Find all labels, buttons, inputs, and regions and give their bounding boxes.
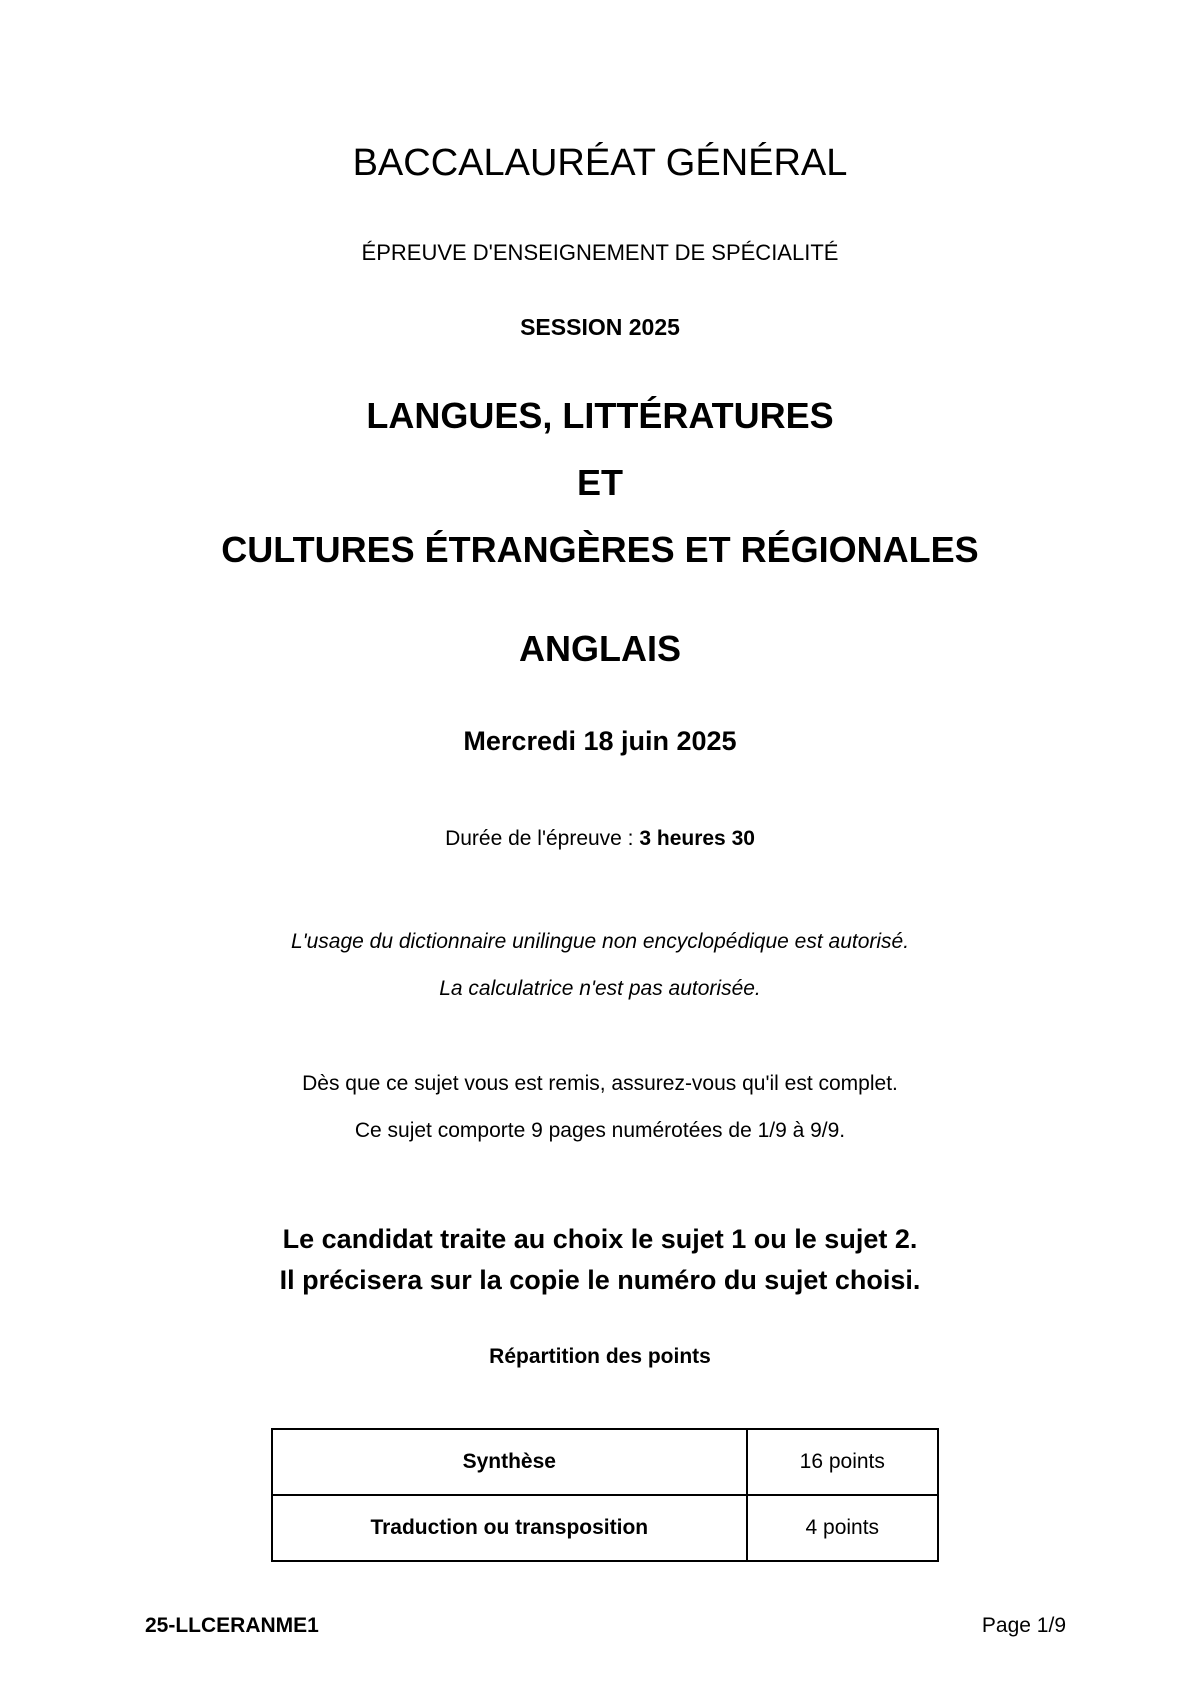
calculator-rule: La calculatrice n'est pas autorisée. [439, 977, 761, 1000]
language-title: ANGLAIS [519, 628, 681, 669]
completeness-instruction: Dès que ce sujet vous est remis, assurez-vous qu'il est complet. [302, 1072, 898, 1095]
points-row-label: Synthèse [272, 1429, 747, 1495]
exam-title: BACCALAURÉAT GÉNÉRAL [352, 142, 848, 184]
duration-value: 3 heures 30 [639, 827, 755, 850]
points-row-value: 16 points [747, 1429, 938, 1495]
duration-label: Durée de l'épreuve : [445, 827, 640, 850]
table-row [272, 1429, 938, 1495]
exam-date: Mercredi 18 juin 2025 [463, 726, 737, 756]
exam-duration [0, 827, 1200, 851]
subject-line-2: ET [576, 462, 623, 503]
page-count-note: Ce sujet comporte 9 pages numérotées de 1/9 à 9/9. [354, 1119, 846, 1142]
dictionary-rule: L'usage du dictionnaire unilingue non encyclopédique est autorisé. [290, 930, 910, 953]
table-row [272, 1495, 938, 1561]
subject-line-3: CULTURES ÉTRANGÈRES ET RÉGIONALES [221, 529, 979, 570]
subject-line-1: LANGUES, LITTÉRATURES [366, 395, 834, 436]
session-label: SESSION 2025 [520, 314, 680, 340]
points-title: Répartition des points [489, 1345, 711, 1368]
page-number: Page 1/9 [981, 1614, 1066, 1637]
exam-type: ÉPREUVE D'ENSEIGNEMENT DE SPÉCIALITÉ [361, 240, 839, 265]
exam-code: 25-LLCERANME1 [145, 1614, 319, 1637]
points-table [271, 1428, 939, 1562]
points-row-label: Traduction ou transposition [272, 1495, 747, 1561]
subject-choice-note: Il précisera sur la copie le numéro du sujet choisi. [279, 1265, 921, 1295]
subject-choice-instruction: Le candidat traite au choix le sujet 1 ou le sujet 2. [282, 1224, 918, 1254]
points-row-value: 4 points [747, 1495, 938, 1561]
